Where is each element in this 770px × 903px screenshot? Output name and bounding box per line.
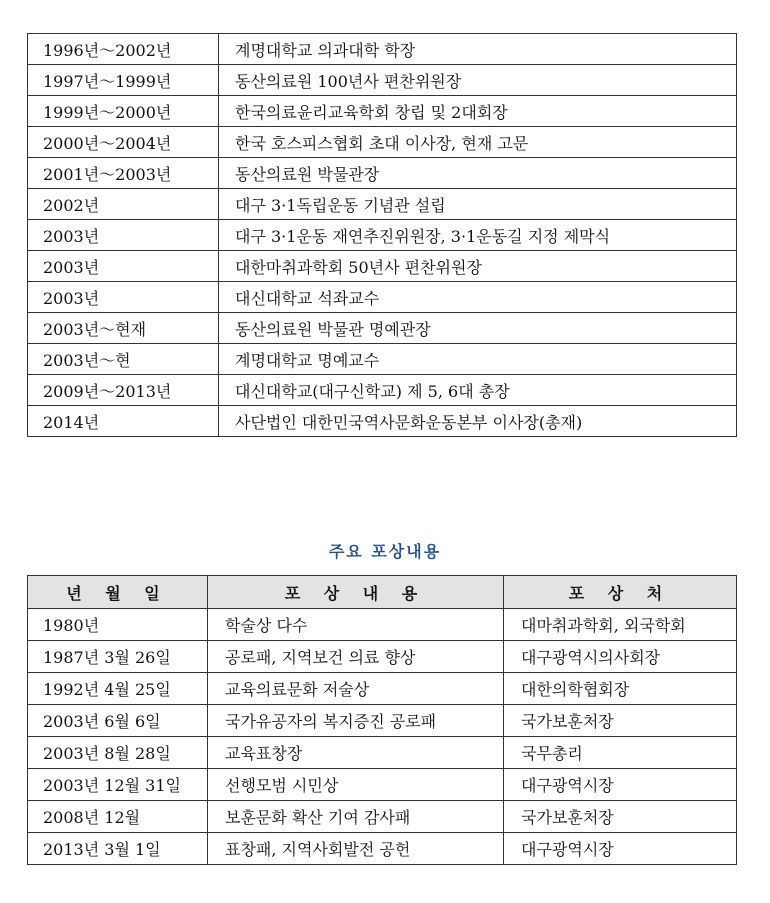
award-content: 교육의료문화 저술상 bbox=[208, 673, 504, 705]
award-date: 2003년 6월 6일 bbox=[28, 705, 208, 737]
award-date: 2013년 3월 1일 bbox=[28, 833, 208, 865]
career-description: 한국의료윤리교육학회 창립 및 2대회장 bbox=[219, 96, 737, 127]
award-content: 공로패, 지역보건 의료 향상 bbox=[208, 641, 504, 673]
table-row bbox=[28, 705, 737, 737]
table-row bbox=[28, 344, 737, 375]
table-row bbox=[28, 127, 737, 158]
award-date: 1980년 bbox=[28, 609, 208, 641]
header-giver: 포 상 처 bbox=[504, 576, 737, 609]
header-content: 포 상 내 용 bbox=[208, 576, 504, 609]
table-row bbox=[28, 406, 737, 437]
table-row bbox=[28, 801, 737, 833]
table-row bbox=[28, 641, 737, 673]
table-row bbox=[28, 282, 737, 313]
award-date: 2003년 8월 28일 bbox=[28, 737, 208, 769]
career-period: 2003년 bbox=[28, 220, 219, 251]
table-row bbox=[28, 251, 737, 282]
award-content: 보훈문화 확산 기여 감사패 bbox=[208, 801, 504, 833]
table-row bbox=[28, 609, 737, 641]
table-row bbox=[28, 34, 737, 65]
award-content: 선행모범 시민상 bbox=[208, 769, 504, 801]
award-giver: 대구광역시장 bbox=[504, 769, 737, 801]
award-content: 표창패, 지역사회발전 공헌 bbox=[208, 833, 504, 865]
table-row bbox=[28, 220, 737, 251]
career-description: 한국 호스피스협회 초대 이사장, 현재 고문 bbox=[219, 127, 737, 158]
career-period: 1999년～2000년 bbox=[28, 96, 219, 127]
career-description: 동산의료원 박물관 명예관장 bbox=[219, 313, 737, 344]
table-row bbox=[28, 375, 737, 406]
career-period: 2014년 bbox=[28, 406, 219, 437]
career-description: 대한마취과학회 50년사 편찬위원장 bbox=[219, 251, 737, 282]
award-content: 국가유공자의 복지증진 공로패 bbox=[208, 705, 504, 737]
career-period: 2003년 bbox=[28, 251, 219, 282]
career-period: 2009년～2013년 bbox=[28, 375, 219, 406]
award-date: 1992년 4월 25일 bbox=[28, 673, 208, 705]
career-period: 2000년～2004년 bbox=[28, 127, 219, 158]
career-description: 계명대학교 의과대학 학장 bbox=[219, 34, 737, 65]
career-description: 동산의료원 100년사 편찬위원장 bbox=[219, 65, 737, 96]
career-period: 2003년～현재 bbox=[28, 313, 219, 344]
award-giver: 대마취과학회, 외국학회 bbox=[504, 609, 737, 641]
career-description: 대신대학교 석좌교수 bbox=[219, 282, 737, 313]
award-giver: 대구광역시장 bbox=[504, 833, 737, 865]
table-row bbox=[28, 189, 737, 220]
table-row bbox=[28, 313, 737, 344]
award-giver: 대한의학협회장 bbox=[504, 673, 737, 705]
table-row bbox=[28, 737, 737, 769]
career-description: 대구 3·1운동 재연추진위원장, 3·1운동길 지정 제막식 bbox=[219, 220, 737, 251]
table-row bbox=[28, 96, 737, 127]
table-row bbox=[28, 833, 737, 865]
career-period: 2003년 bbox=[28, 282, 219, 313]
awards-section-title: 주요 포상내용 bbox=[328, 542, 442, 561]
award-date: 2008년 12월 bbox=[28, 801, 208, 833]
table-row bbox=[28, 65, 737, 96]
award-date: 2003년 12월 31일 bbox=[28, 769, 208, 801]
header-date: 년 월 일 bbox=[28, 576, 208, 609]
career-table bbox=[27, 33, 737, 437]
career-period: 2003년～현 bbox=[28, 344, 219, 375]
career-description: 대신대학교(대구신학교) 제 5, 6대 총장 bbox=[219, 375, 737, 406]
table-header-row bbox=[28, 576, 737, 609]
career-description: 동산의료원 박물관장 bbox=[219, 158, 737, 189]
award-date: 1987년 3월 26일 bbox=[28, 641, 208, 673]
award-giver: 국가보훈처장 bbox=[504, 801, 737, 833]
career-description: 대구 3·1독립운동 기념관 설립 bbox=[219, 189, 737, 220]
career-period: 2001년～2003년 bbox=[28, 158, 219, 189]
award-giver: 국가보훈처장 bbox=[504, 705, 737, 737]
career-period: 1996년～2002년 bbox=[28, 34, 219, 65]
awards-table bbox=[27, 575, 737, 865]
table-row bbox=[28, 158, 737, 189]
award-content: 교육표창장 bbox=[208, 737, 504, 769]
career-description: 사단법인 대한민국역사문화운동본부 이사장(총재) bbox=[219, 406, 737, 437]
career-description: 계명대학교 명예교수 bbox=[219, 344, 737, 375]
career-period: 1997년～1999년 bbox=[28, 65, 219, 96]
award-giver: 국무총리 bbox=[504, 737, 737, 769]
table-row bbox=[28, 673, 737, 705]
career-period: 2002년 bbox=[28, 189, 219, 220]
award-content: 학술상 다수 bbox=[208, 609, 504, 641]
table-row bbox=[28, 769, 737, 801]
award-giver: 대구광역시의사회장 bbox=[504, 641, 737, 673]
